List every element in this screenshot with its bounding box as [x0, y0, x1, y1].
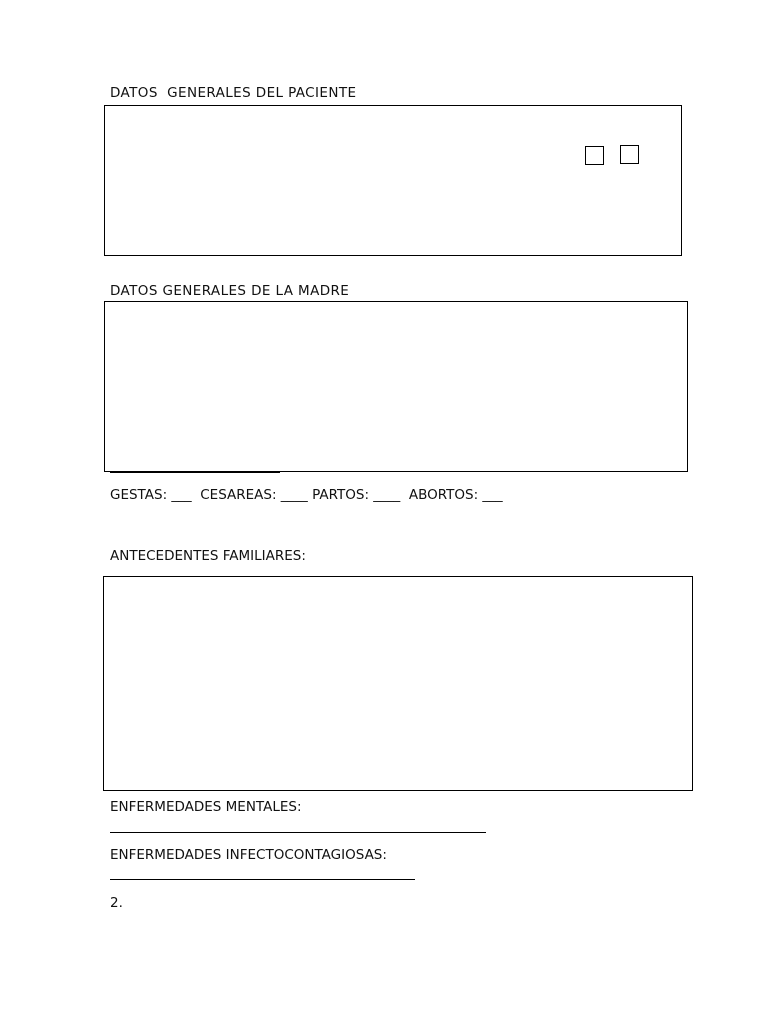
checkbox-2[interactable]: [620, 145, 639, 164]
checkbox-1[interactable]: [585, 146, 604, 165]
numbered-item: 2.: [110, 895, 123, 911]
obstetric-history-line: GESTAS: ___ CESAREAS: ____ PARTOS: ____ ABORTOS: ___: [110, 487, 503, 503]
antecedentes-familiares-box[interactable]: [103, 576, 693, 791]
enfermedades-infectocontagiosas-line[interactable]: [110, 879, 415, 880]
enfermedades-infectocontagiosas-label: ENFERMEDADES INFECTOCONTAGIOSAS:: [110, 847, 387, 863]
madre-section-heading: DATOS GENERALES DE LA MADRE: [110, 283, 350, 299]
madre-underline: [110, 472, 280, 473]
paciente-section-heading: DATOS GENERALES DEL PACIENTE: [110, 85, 357, 101]
enfermedades-mentales-label: ENFERMEDADES MENTALES:: [110, 799, 302, 815]
paciente-data-box[interactable]: [104, 105, 682, 256]
enfermedades-mentales-line[interactable]: [110, 832, 486, 833]
antecedentes-familiares-label: ANTECEDENTES FAMILIARES:: [110, 548, 306, 564]
madre-data-box[interactable]: [104, 301, 688, 472]
